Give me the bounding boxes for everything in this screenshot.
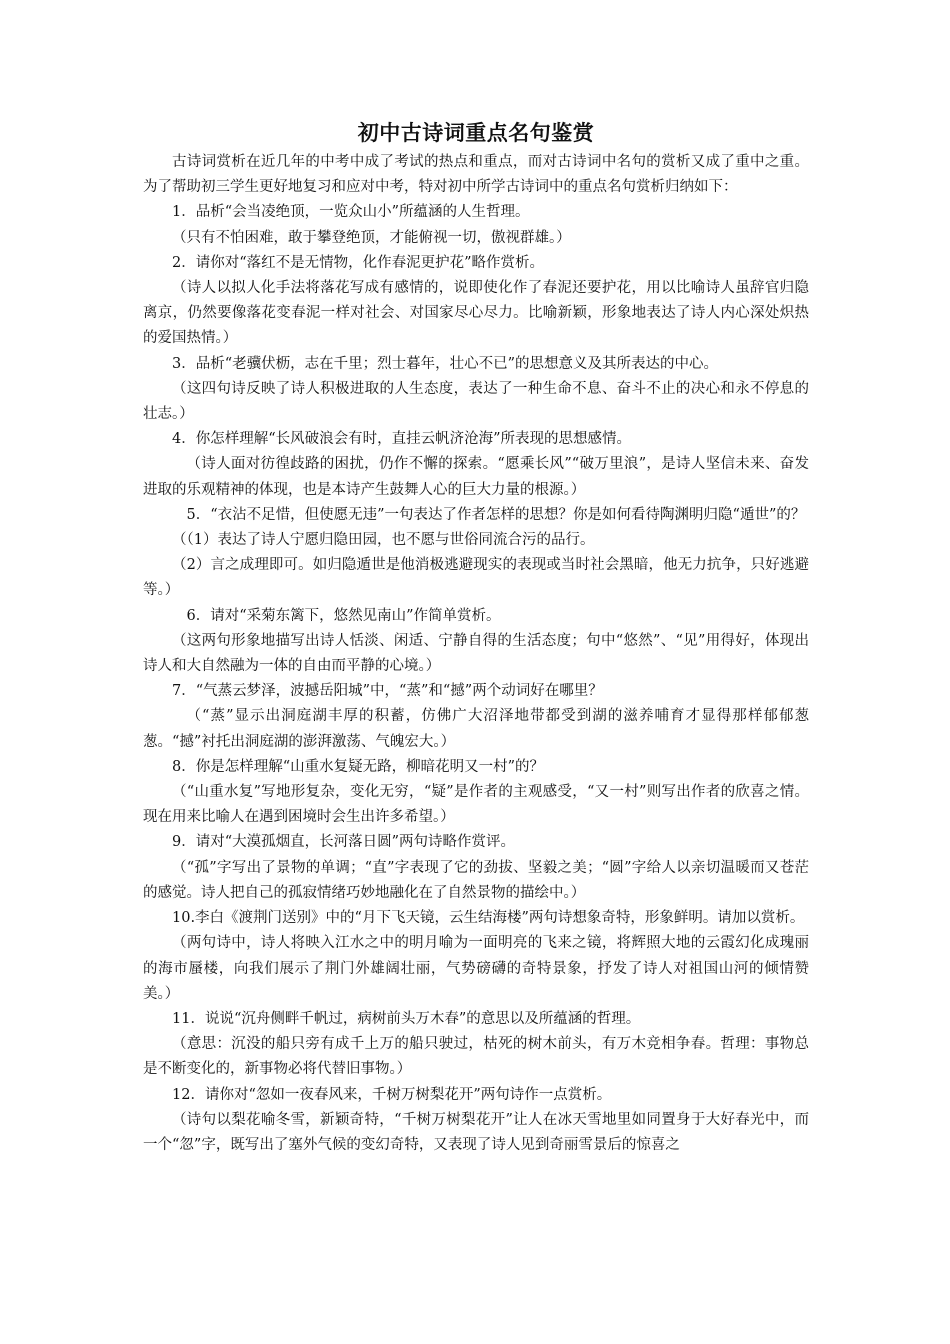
answer-1: （只有不怕困难，敢于攀登绝顶，才能俯视一切，傲视群雄。） (172, 229, 571, 246)
page-title: 初中古诗词重点名句鉴赏 (357, 120, 595, 145)
intro-paragraph: 古诗词赏析在近几年的中考中成了考试的热点和重点，而对古诗词中名句的赏析又成了重中之重。为了帮助初三学生更好地复习和应对中考，特对初中所学古诗词中的重点名句赏析归纳如下： (143, 154, 809, 196)
question-12: 12．请你对“忽如一夜春风来，千树万树梨花开”两句诗作一点赏析。 (172, 1086, 612, 1103)
question-6: 6．请对“采菊东篱下，悠然见南山”作简单赏析。 (186, 607, 501, 624)
answer-10: （两句诗中，诗人将映入江水之中的明月喻为一面明亮的飞来之镜，将辉照大地的云霞幻化成瑰丽的海市蜃楼，向我们展示了荆门外雄阔壮丽，气势磅礴的奇特景象，抒发了诗人对祖国山河的倾情赞美。） (143, 935, 809, 1002)
question-4: 4．你怎样理解“长风破浪会有时，直挂云帆济沧海”所表现的思想感情。 (172, 431, 632, 448)
question-10: 10.李白《渡荆门送别》中的“月下飞天镜，云生结海楼”两句诗想象奇特，形象鲜明。请加以赏析。 (172, 910, 805, 927)
answer-12: （诗句以梨花喻冬雪，新颖奇特，“千树万树梨花开”让人在冰天雪地里如同置身于大好春光中，而一个“忽”字，既写出了塞外气候的变幻奇特，又表现了诗人见到奇丽雪景后的惊喜之 (143, 1111, 809, 1153)
answer-3: （这四句诗反映了诗人积极进取的人生态度，表达了一种生命不息、奋斗不止的决心和永不停息的壮志。） (143, 380, 809, 423)
answer-5a: （（1）表达了诗人宁愿归隐田园，也不愿与世俗同流合污的品行。 (172, 532, 595, 549)
question-7: 7．“气蒸云梦泽，波撼岳阳城”中，“蒸”和“撼”两个动词好在哪里？ (172, 683, 603, 700)
answer-9: （“孤”字写出了景物的单调；“直”字表现了它的劲拔、坚毅之美；“圆”字给人以亲切温暖而又苍茫的感觉。诗人把自己的孤寂情绪巧妙地融化在了自然景物的描绘中。） (143, 859, 809, 901)
question-9: 9．请对“大漠孤烟直，长河落日圆”两句诗略作赏评。 (172, 834, 516, 851)
answer-8: （“山重水复”写地形复杂，变化无穷，“疑”是作者的主观感受，“又一村”则写出作者的欣喜之情。现在用来比喻人在遇到困境时会生出许多希望。） (143, 784, 809, 826)
answer-11: （意思：沉没的船只旁有成千上万的船只驶过，枯死的树木前头，有万木竞相争春。哲理：事物总是不断变化的，新事物必将代替旧事物。） (143, 1036, 809, 1078)
answer-7: （“蒸”显示出洞庭湖丰厚的积蓄，仿佛广大沼泽地带都受到湖的滋养哺育才显得那样郁郁葱葱。“撼”衬托出洞庭湖的澎湃激荡、气魄宏大。） (143, 708, 809, 750)
document-page (143, 118, 809, 1158)
question-11: 11．说说“沉舟侧畔千帆过，病树前头万木春”的意思以及所蕴涵的哲理。 (172, 1010, 641, 1027)
answer-2: （诗人以拟人化手法将落花写成有感情的，说即使化作了春泥还要护花，用以比喻诗人虽辞官归隐离京，仍然要像落花变春泥一样对社会、对国家尽心尽力。比喻新颖，形象地表达了诗人内心深处炽热的爱国热情。） (143, 280, 809, 347)
question-1: 1．品析“会当凌绝顶，一览众山小”所蕴涵的人生哲理。 (172, 204, 530, 221)
answer-6: （这两句形象地描写出诗人恬淡、闲适、宁静自得的生活态度；句中“悠然”、“见”用得好，体现出诗人和大自然融为一体的自由而平静的心境。） (143, 632, 809, 675)
question-8: 8．你是怎样理解“山重水复疑无路，柳暗花明又一村”的？ (172, 758, 545, 775)
question-2: 2．请你对“落红不是无情物，化作春泥更护花”略作赏析。 (172, 254, 545, 271)
question-3: 3．品析“老骥伏枥，志在千里；烈士暮年，壮心不已”的思想意义及其所表达的中心。 (172, 355, 719, 372)
answer-4: （诗人面对彷徨歧路的困扰，仍作不懈的探索。“愿乘长风”“破万里浪”，是诗人坚信未来、奋发进取的乐观精神的体现，也是本诗产生鼓舞人心的巨大力量的根源。） (143, 456, 809, 498)
answer-5b: （2）言之成理即可。如归隐遁世是他消极逃避现实的表现或当时社会黑暗，他无力抗争，只好逃避等。） (143, 557, 809, 599)
question-5: 5．“衣沾不足惜，但使愿无违”一句表达了作者怎样的思想？你是如何看待陶渊明归隐“遁世”的？ (186, 506, 806, 523)
